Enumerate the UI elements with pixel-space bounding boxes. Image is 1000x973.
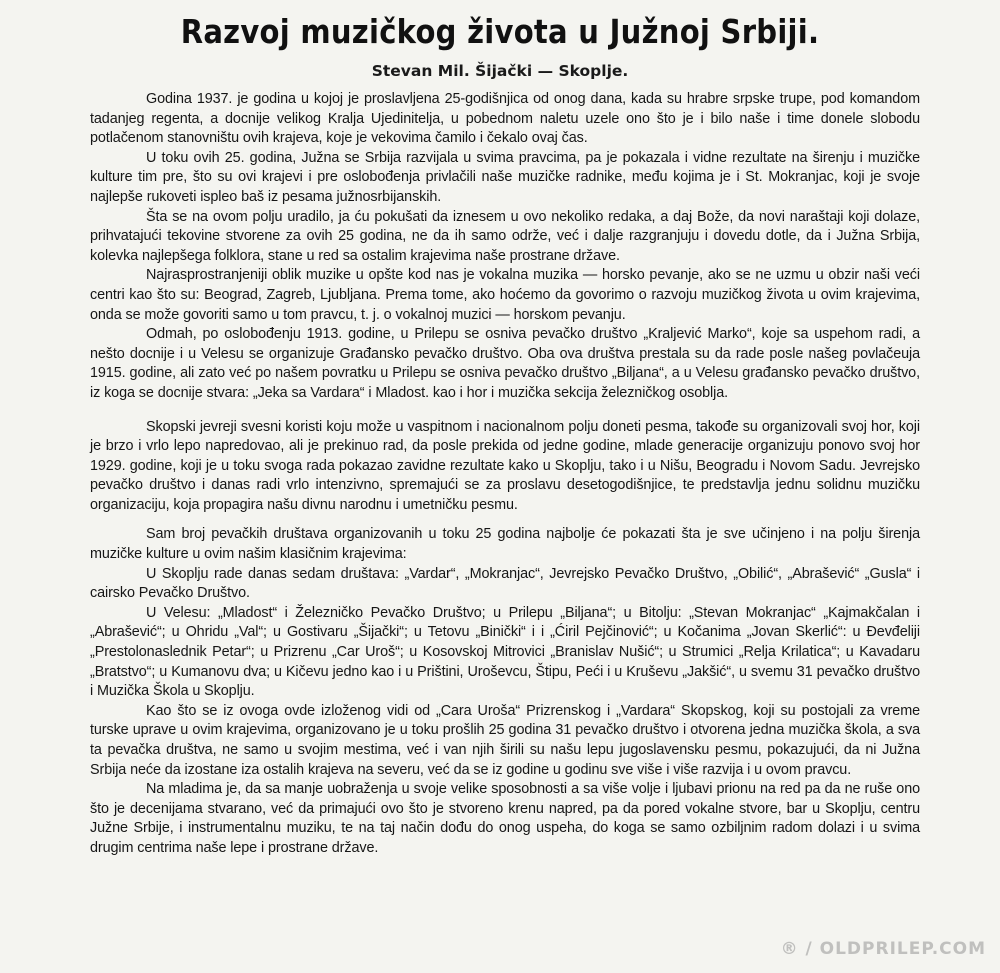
article-body xyxy=(90,90,920,859)
paragraph: Najrasprostranjeniji oblik muzike u opšte kod nas je vokalna muzika — horsko pevanje, ako se ne uzmu u obzir naši veći centri kao što su: Beograd, Zagreb, Ljubljana. Prema tome, ako hoćemo da govorimo o razvoju muzičkog života u ovim krajevima, onda se može govoriti samo u tom pravcu, t. j. o vokalnoj muzici — horskom pevanju. xyxy=(90,267,920,323)
paragraph: Sam broj pevačkih društava organizovanih u toku 25 godina najbolje će pokazati šta je sve učinjeno i na polju širenja muzičke kulture u ovim našim klasičnim krajevima: xyxy=(90,526,920,563)
watermark: ® / OLDPRILEP.COM xyxy=(780,939,986,959)
article-byline: Stevan Mil. Šijački — Skoplje. xyxy=(371,62,629,80)
paragraph: Skopski jevreji svesni koristi koju može u vaspitnom i nacionalnom polju doneti pesma, takođe su organizovali svoj hor, koji je brzo i vrlo lepo napredovao, ali je prekinuo rad, da posle prekida od jedne godine, mlade generacije organizuju ponovo svoj hor 1929. godine, koji je u toku svoga rada pokazao zavidne rezultate kako u Skoplju, tako i u Nišu, Beogradu i Novom Sadu. Jevrejsko pevačko društvo i danas radi vrlo intenzivno, spremajući se za proslavu desetogodišnjice, te predstavlja jednu solidnu muzičku organizaciju, koja propagira našu divnu narodnu i umetničku pesmu. xyxy=(90,418,920,513)
paragraph: U toku ovih 25. godina, Južna se Srbija razvijala u svima pravcima, pa je pokazala i vidne rezultate na širenju i muzičke kulture tim pre, što su ovi krajevi i pre oslobođenja privlačili naše muzičke radnike, među kojima je i St. Mokranjac, koji je svoje najlepše rukoveti ispleo baš iz pesama južnosrbijanskih. xyxy=(90,149,920,205)
paragraph: U Skoplju rade danas sedam društava: „Vardar“, „Mokranjac“, Jevrejsko Pevačko Društvo, „Obilić“, „Abrašević“ „Gusla“ i cairsko Pevačko Društvo. xyxy=(90,565,920,602)
article-title: Razvoj muzičkog života u Južnoj Srbiji. xyxy=(180,12,820,51)
paragraph: Kao što se iz ovoga ovde izloženog vidi od „Cara Uroša“ Prizrenskog i „Vardara“ Skopskog, koji su postojali za vreme turske uprave u ovim krajevima, organizovano je u toku prošlih 25 godina 31 pevačko društvo i otvorena jedna muzička škola, a sva ta pevačka društva, ne samo u svojim mestima, već i van njih širili su našu lepu jugoslavensku pesmu, pokazujući, da ni Južna Srbija neće da izostane iza ostalih krajeva na severu, već da se iz godine u godinu sve više i više razvija i u ovom pravcu. xyxy=(90,702,920,778)
paragraph: Odmah, po oslobođenju 1913. godine, u Prilepu se osniva pevačko društvo „Kraljević Marko“, koje sa uspehom radi, a nešto docnije i u Velesu se organizuje Građansko pevačko društvo. Oba ova društva prestala su da rade posle našeg povlačeuja 1915. godine, ali zato već po našem povratku u Prilepu se osniva pevačko društvo „Biljana“, a u Velesu građansko pevačko društvo, iz koga se docnije stvara: „Jeka sa Vardara“ i Mladost. kao i hor i muzička sekcija železničkog osoblja. xyxy=(90,326,920,401)
paragraph: Godina 1937. je godina u kojoj je proslavljena 25-godišnjica od onog dana, kada su hrabre srpske trupe, pod komandom tadanjeg regenta, a docnije velikog Kralja Ujedinitelja, u pobednom naletu uzele ono što je i bilo naše i time donele slobodu potlačenom stanovništu ovih krajeva, koje je vekovima čamilo i čekalo ovaj čas. xyxy=(90,91,920,147)
paragraph: U Velesu: „Mladost“ i Železničko Pevačko Društvo; u Prilepu „Biljana“; u Bitolju: „Stevan Mokranjac“ „Kajmakčalan i „Abrašević“; u Ohridu „Val“; u Gostivaru „Šijački“; u Tetovu „Binički“ i i „Ćiril Pejčinović“; u Kočanima „Jovan Skerlić“: u Đevđeliji „Prestolonaslednik Petar“; u Prizrenu „Car Uroš“; u Kosovskoj Mitrovici „Branislav Nušić“; u Strumici „Relja Krilatica“; u Kavadaru „Bratstvo“; u Kumanovu dva; u Kičevu jedno kao i u Prištini, Uroševcu, Štipu, Peći i u Kruševu „Jakšić“, u svemu 31 pevačko društvo i Muzička Škola u Skoplju. xyxy=(90,604,920,700)
paragraph: Šta se na ovom polju uradilo, ja ću pokušati da iznesem u ovo nekoliko redaka, a daj Bože, da novi naraštaji koji dolaze, prihvatajući tekovine stvorene za ovih 25 godina, ne da ih samo održe, već i dalje razgranjuju i dovedu dotle, da i Južna Srbija, kolevka najlepšega folklora, stane u red sa ostalim krajevima naše prostrane države. xyxy=(90,208,920,264)
paragraph: Na mladima je, da sa manje uobraženja u svoje velike sposobnosti a sa više volje i ljubavi prionu na red pa da ne ruše ono što je decenijama stvarano, već da primajući ovo što je stvoreno krenu napred, pa da pored vokalne stvore, bar u Skoplju, centru Južne Srbije, i instrumentalnu muziku, te na taj način dođu do onog uspeha, do koga se samo ozbiljnim radom dolazi i u svima drugim centrima naše lepe i prostrane države. xyxy=(90,781,920,856)
